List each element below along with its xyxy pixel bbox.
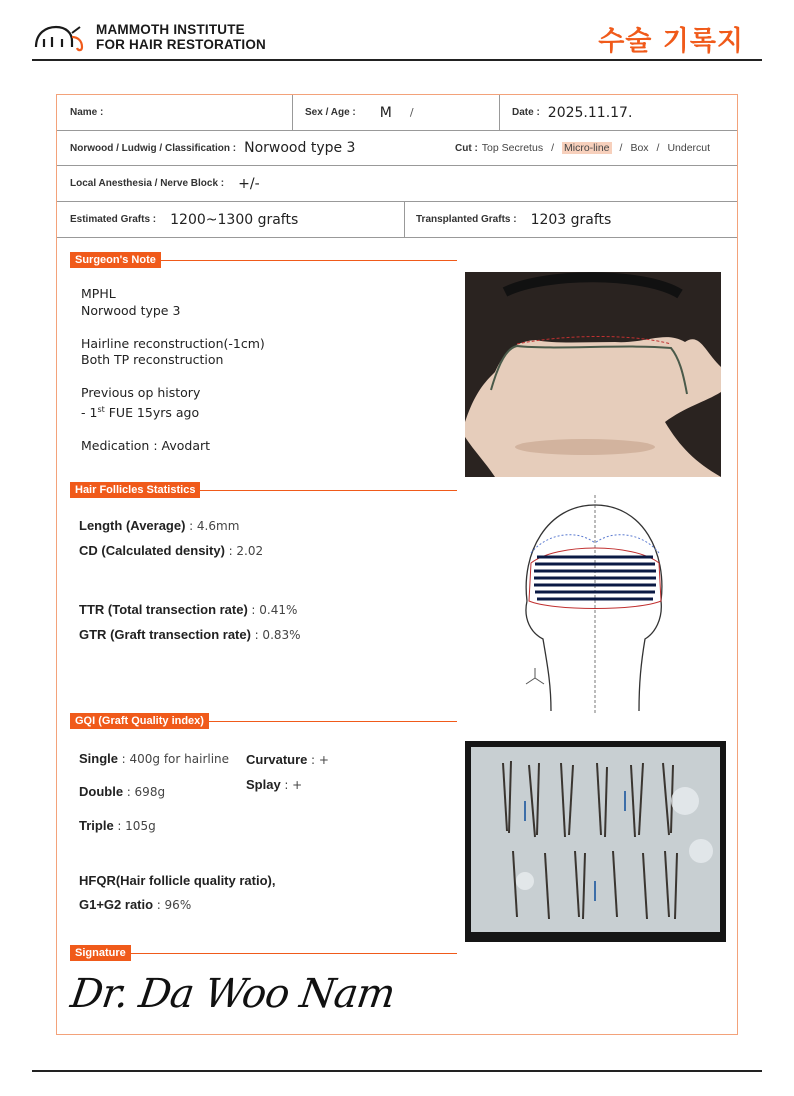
curvature-stat <box>246 752 329 767</box>
triple-stat <box>79 818 156 833</box>
doctor-signature <box>67 967 451 1027</box>
curvature-label: Curvature <box>246 752 308 767</box>
hfqr-text: HFQR(Hair follicle quality ratio), <box>79 873 276 888</box>
signature-title: Signature <box>70 945 131 961</box>
length-label: Length <box>79 518 123 533</box>
logo-line2: FOR HAIR RESTORATION <box>96 37 267 52</box>
ttr-stat <box>79 602 297 617</box>
curvature-value: : + <box>311 753 329 767</box>
document-title: 수술 기록지 <box>598 26 744 57</box>
row-grafts <box>57 202 737 238</box>
name-label: Name : <box>70 107 104 118</box>
gqi-title: GQI (Graft Quality index) <box>70 713 209 729</box>
signature-text: Dr. Da Woo Nam <box>67 971 398 1017</box>
single-stat <box>79 751 229 766</box>
splay-value: : + <box>284 778 303 792</box>
g-ratio-value: : 96% <box>156 898 192 912</box>
note-line: Norwood type 3 <box>81 302 181 318</box>
mammoth-icon <box>32 21 90 53</box>
estimated-grafts-value[interactable]: 1200~1300 grafts <box>170 211 299 228</box>
gtr-paren: (Graft transection rate) <box>110 627 251 642</box>
hfqr-line <box>79 873 275 888</box>
length-stat <box>79 518 239 533</box>
classification-label: Norwood / Ludwig / Classification : <box>70 142 237 154</box>
cd-label: CD <box>79 543 98 558</box>
logo-line1: MAMMOTH INSTITUTE <box>96 22 245 37</box>
double-value: : 698g <box>126 785 166 799</box>
cut-option-top-secretus[interactable]: Top Secretus <box>481 142 544 154</box>
gtr-value: : 0.83% <box>254 628 301 642</box>
g-ratio-label: G1+G2 ratio <box>79 897 154 912</box>
date-value[interactable]: 2025.11.17. <box>547 104 633 121</box>
institute-logo <box>32 20 266 54</box>
graft-microscope-photo <box>465 741 726 942</box>
signature-header <box>70 945 457 961</box>
single-label: Single <box>79 751 119 766</box>
row-classification-cut: Norwood / Ludwig / Classification : Norwood type 3 Cut : Top Secretus / Micro-line / Box / Undercut <box>57 131 737 166</box>
transplanted-grafts-value[interactable]: 1203 grafts <box>530 211 612 228</box>
note-line: Hairline reconstruction(-1cm) <box>81 335 265 351</box>
gtr-stat <box>79 627 301 642</box>
anesthesia-value[interactable]: +/- <box>238 175 260 192</box>
history-sup: st <box>97 404 105 414</box>
sex-value[interactable]: M <box>379 104 392 121</box>
estimated-grafts-label: Estimated Grafts : <box>70 214 157 225</box>
note-line: Both TP reconstruction <box>81 352 224 367</box>
anesthesia-label: Local Anesthesia / Nerve Block : <box>70 178 225 189</box>
history-prefix: - 1 <box>81 404 98 420</box>
single-value: : 400g for hairline <box>121 752 230 766</box>
surgeons-note-header <box>70 252 457 268</box>
transplanted-grafts-label: Transplanted Grafts : <box>416 214 517 225</box>
top-divider <box>32 59 762 61</box>
surgeons-note-text <box>81 286 265 454</box>
cd-value: : 2.02 <box>228 544 264 558</box>
length-paren: (Average) <box>125 518 186 533</box>
classification-value[interactable]: Norwood type 3 <box>244 140 356 156</box>
cd-paren: (Calculated density) <box>101 543 225 558</box>
sexage-separator: / <box>409 106 414 119</box>
date-label: Date : <box>512 107 540 118</box>
follicle-stats-header <box>70 482 457 498</box>
row-anesthesia <box>57 166 737 202</box>
surgery-record-form <box>56 94 738 1035</box>
cut-option-micro-line[interactable]: Micro-line <box>564 142 610 154</box>
note-line: Previous op history <box>81 385 201 400</box>
cd-stat <box>79 543 263 558</box>
ttr-paren: (Total transection rate) <box>107 602 248 617</box>
gqi-header <box>70 713 457 729</box>
gtr-label: GTR <box>79 627 107 642</box>
cut-option-undercut[interactable]: Undercut <box>667 142 711 154</box>
g-ratio-stat <box>79 897 191 912</box>
double-label: Double <box>79 784 124 799</box>
surgeons-note-title: Surgeon's Note <box>70 252 161 268</box>
note-medication: Medication : Avodart <box>81 437 211 453</box>
follicle-stats-title: Hair Follicles Statistics <box>70 482 200 498</box>
donor-area-diagram <box>517 493 667 715</box>
triple-value: : 105g <box>117 819 156 833</box>
ttr-label: TTR <box>79 602 105 617</box>
double-stat <box>79 784 165 799</box>
bottom-divider <box>32 1070 762 1072</box>
splay-stat <box>246 777 302 792</box>
cut-label: Cut : <box>455 142 478 154</box>
sexage-label: Sex / Age : <box>305 107 356 118</box>
triple-label: Triple <box>79 818 114 833</box>
length-value: : 4.6mm <box>189 519 240 533</box>
splay-label: Splay <box>246 777 281 792</box>
note-history-line <box>81 402 265 422</box>
ttr-value: : 0.41% <box>251 603 298 617</box>
history-rest: FUE 15yrs ago <box>104 404 200 420</box>
row-name-sex-date <box>57 95 737 131</box>
hairline-photo <box>465 272 721 477</box>
note-line: MPHL <box>81 286 116 301</box>
cut-option-box[interactable]: Box <box>630 142 649 154</box>
